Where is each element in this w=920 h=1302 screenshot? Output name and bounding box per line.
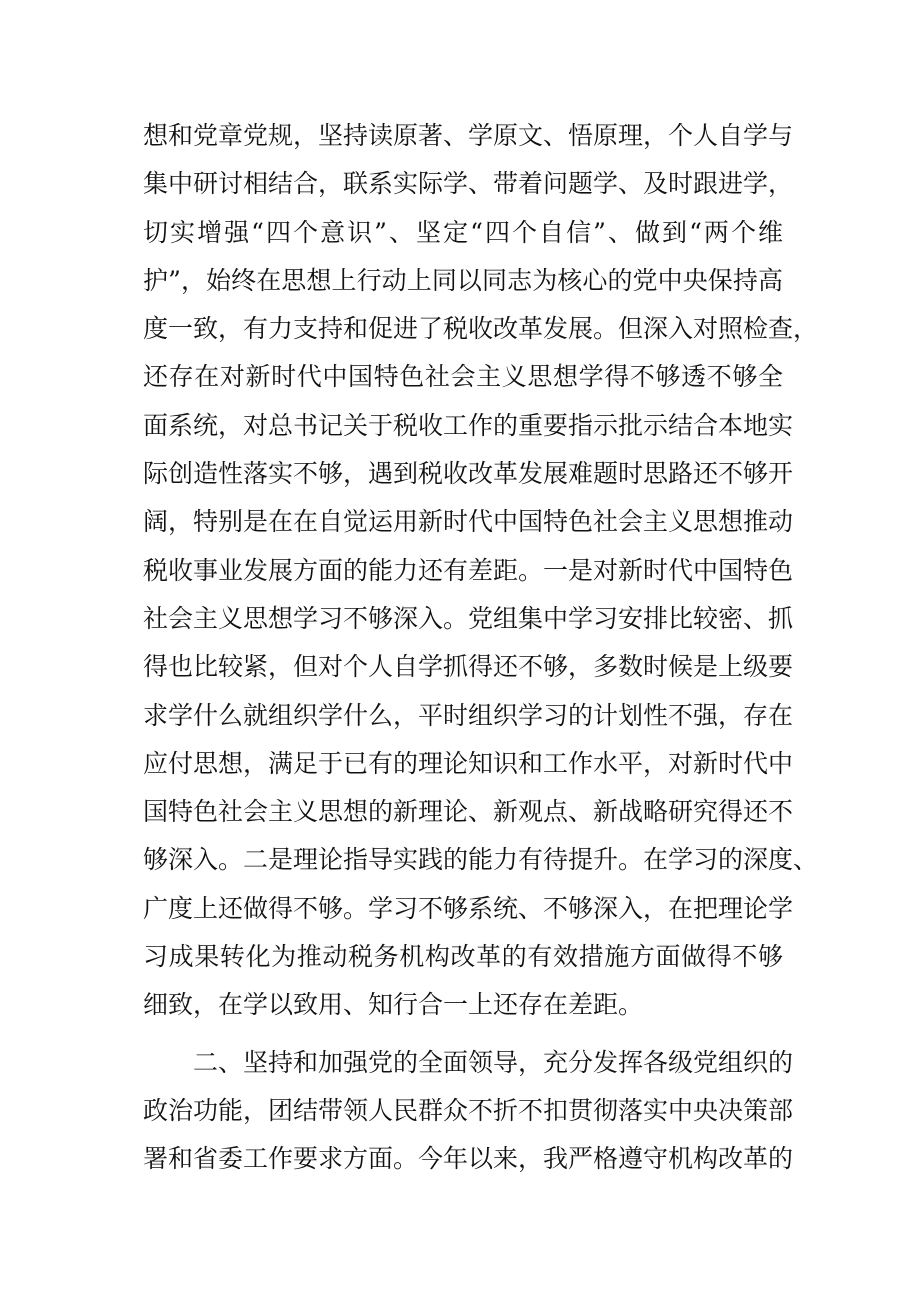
text-line: 阔，特别是在在自觉运用新时代中国特色社会主义思想推动 [143,507,794,537]
text-line: 应付思想，满足于已有的理论知识和工作水平，对新时代中 [143,748,794,778]
text-line: 还存在对新时代中国特色社会主义思想学得不够透不够全 [143,362,783,392]
text-line: 面系统，对总书记关于税收工作的重要指示批示结合本地实 [143,410,794,440]
text-line: 集中研讨相结合，联系实际学、带着问题学、及时跟进学， [143,169,794,199]
text-line: 署和省委工作要求方面。今年以来，我严格遵守机构改革的 [143,1144,794,1174]
text-line: 得也比较紧，但对个人自学抓得还不够，多数时候是上级要 [143,652,794,682]
text-line: 够深入。二是理论指导实践的能力有待提升。在学习的深度、 [143,845,819,875]
document-body [143,112,819,1184]
text-line: 护”，始终在思想上行动上同以同志为核心的党中央保持高 [143,265,783,295]
text-line: 国特色社会主义思想的新理论、新观点、新战略研究得还不 [143,797,794,827]
text-line: 求学什么就组织学什么，平时组织学习的计划性不强，存在 [143,700,794,730]
text-line: 切实增强“四个意识”、坚定“四个自信”、做到“两个维 [143,217,783,247]
paragraph-1 [143,112,819,1030]
paragraph-2 [143,1039,794,1184]
text-line: 二、坚持和加强党的全面领导，充分发挥各级党组织的 [193,1047,794,1077]
text-line: 想和党章党规，坚持读原著、学原文、悟原理，个人自学与 [143,121,794,150]
text-line: 际创造性落实不够，遇到税收改革发展难题时思路还不够开 [143,459,794,489]
text-line: 政治功能，团结带领人民群众不折不扣贯彻落实中央决策部 [143,1095,794,1125]
text-line: 度一致，有力支持和促进了税收改革发展。但深入对照检查， [143,314,819,344]
text-line: 广度上还做得不够。学习不够系统、不够深入，在把理论学 [143,893,794,923]
text-line: 社会主义思想学习不够深入。党组集中学习安排比较密、抓 [143,603,794,633]
text-line: 细致，在学以致用、知行合一上还存在差距。 [143,990,644,1020]
paragraph-gap [143,1030,783,1039]
text-line: 税收事业发展方面的能力还有差距。一是对新时代中国特色 [143,555,794,585]
text-line: 习成果转化为推动税务机构改革的有效措施方面做得不够 [143,942,783,972]
